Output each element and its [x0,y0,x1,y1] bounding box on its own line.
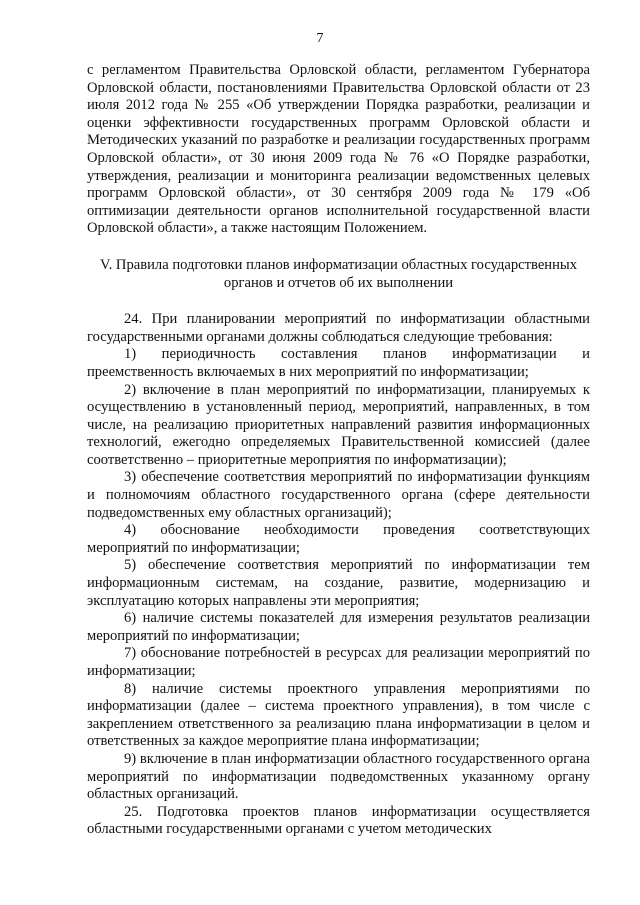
clause-24-item-8: 8) наличие системы проектного управления мероприятиями по информатизации (далее – система проектного управления), в том числе с закреплением ответственного за реализацию плана информатизации в целом и ответственных за каждое мероприятие плана информатизации; [87,680,590,750]
clause-24-intro: 24. При планировании мероприятий по информатизации областными государственными органами должны соблюдаться следующие требования: [87,311,590,345]
clause-24-item-5: 5) обеспечение соответствия мероприятий по информатизации тем информационным системам, на создание, развитие, модернизацию и эксплуатацию которых направлены эти мероприятия; [87,557,590,609]
clause-25-start: 25. Подготовка проектов планов информатизации осуществляется областными государственными органами с учетом методических [87,803,590,838]
clause-24-item-9: 9) включение в план информатизации областного государственного органа мероприятий по информатизации подведомственных указанному органу областных организаций. [87,750,590,803]
section-heading-line-2: органов и отчетов об их выполнении [223,274,454,291]
section-heading-line-1: V. Правила подготовки планов информатизации областных государственных [99,256,578,273]
clause-24-item-1: 1) периодичность составления планов информатизации и преемственность включаемых в них мероприятий по информатизации; [87,346,590,380]
clause-24-item-2: 2) включение в план мероприятий по информатизации, планируемых к осуществлению в установленный период, мероприятий, направленных, в том числе, на реализацию приоритетных направлений развития информационных технологий, ежегодно определяемых Правительственной комиссией (далее соответственно – приоритетные мероприятия по информатизации); [87,381,590,468]
clause-24-item-4: 4) обоснование необходимости проведения соответствующих мероприятий по информатизации; [87,522,590,556]
clause-24-item-6: 6) наличие системы показателей для измерения результатов реализации мероприятий по информатизации; [87,610,590,644]
intro-paragraph: с регламентом Правительства Орловской области, регламентом Губернатора Орловской области, постановлениями Правительства Орловской области от 23 июля 2012 года № 255 «Об утверждении Порядка разработки, реализации и оценки эффективности государственных программ Орловской области и Методических указаний по разработке и реализации государственных программ Орловской области», от 30 июня 2009 года № 76 «О Порядке разработки, утверждения, реализации и мониторинга реализации ведомственных целевых программ Орловской области», от 30 сентября 2009 года № 179 «Об оптимизации деятельности органов исполнительной государственной власти Орловской области», а также настоящим Положением. [87,62,590,237]
document-body [87,62,590,839]
clause-24-item-7: 7) обоснование потребностей в ресурсах для реализации мероприятий по информатизации; [87,645,590,679]
page-number: 7 [316,31,324,46]
clause-24-item-3: 3) обеспечение соответствия мероприятий по информатизации функциям и полномочиям областного государственного органа (сфере деятельности подведомственных ему областных организаций); [87,469,590,521]
section-heading [87,257,590,292]
